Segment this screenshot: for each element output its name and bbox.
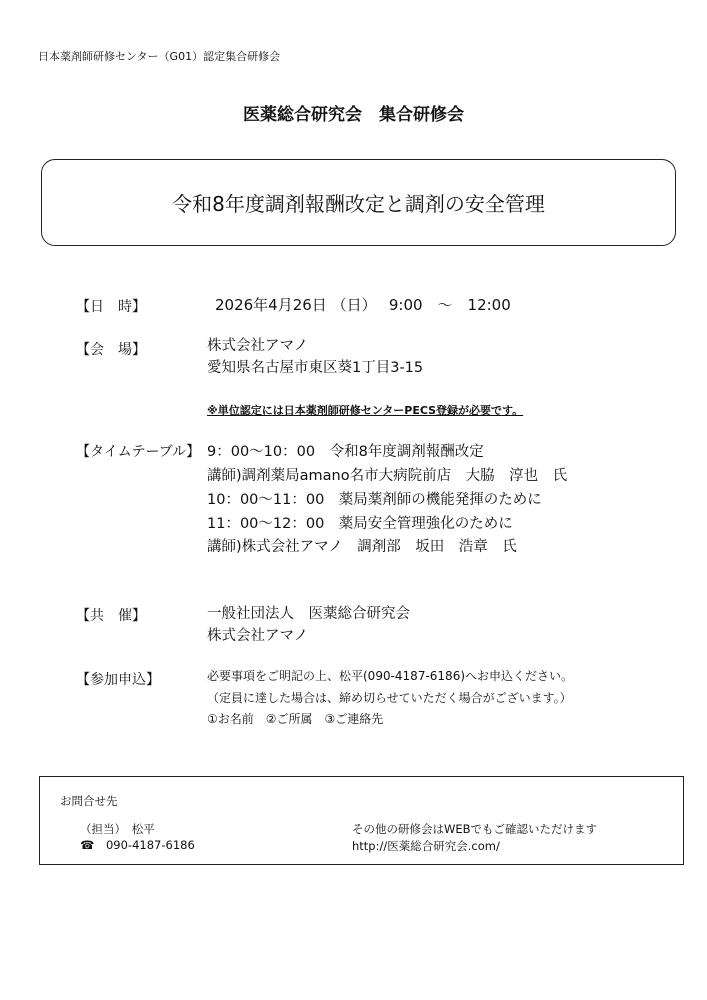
contact-heading: お問合せ先: [60, 794, 118, 808]
timetable-label: 【タイムテーブル】: [76, 444, 201, 460]
venue-name: 株式会社アマノ: [207, 338, 309, 354]
venue-label: 【会 場】: [76, 342, 146, 358]
timetable-line: 9：00～10：00 令和8年度調剤報酬改定: [207, 444, 484, 460]
sponsor-line: 株式会社アマノ: [207, 628, 309, 644]
sponsor-line: 一般社団法人 医薬総合研究会: [207, 606, 410, 622]
application-line: （定員に達した場合は、締め切らせていただく場合がございます。）: [207, 691, 572, 705]
venue-address: 愛知県名古屋市東区葵1丁目3-15: [207, 360, 424, 376]
application-line: 必要事項をご明記の上、松平(090-4187-6186)へお申込ください。: [207, 669, 574, 683]
org-title: 医薬総合研究会 集合研修会: [243, 105, 464, 125]
pecs-notice: ※単位認定には日本薬剤師研修センターPECS登録が必要です。: [207, 404, 524, 417]
timetable-line: 講師)調剤薬局amano名市大病院前店 大脇 淳也 氏: [207, 468, 568, 484]
header-note: 日本薬剤師研修センター（G01）認定集合研修会: [38, 50, 281, 63]
contact-url-link[interactable]: http://医薬総合研究会.com/: [352, 839, 500, 853]
contact-person: （担当） 松平: [80, 822, 155, 836]
datetime-label: 【日 時】: [76, 299, 146, 315]
timetable-line: 講師)株式会社アマノ 調剤部 坂田 浩章 氏: [207, 539, 517, 555]
application-line: ①お名前 ②ご所属 ③ご連絡先: [207, 712, 384, 726]
title-box: [41, 159, 676, 246]
contact-phone-row: [80, 838, 195, 852]
timetable-line: 10：00～11：00 薬局薬剤師の機能発揮のために: [207, 492, 542, 508]
contact-other-info: その他の研修会はWEBでもご確認いただけます: [352, 822, 598, 836]
contact-phone[interactable]: 090-4187-6186: [105, 838, 195, 852]
application-label: 【参加申込】: [76, 672, 160, 688]
timetable-line: 11：00～12：00 薬局安全管理強化のために: [207, 516, 513, 532]
contact-box: [39, 776, 684, 865]
seminar-title: 令和8年度調剤報酬改定と調剤の安全管理: [172, 192, 545, 216]
phone-icon: ☎: [80, 838, 95, 852]
datetime-value: 2026年4月26日 （日） 9:00 ～ 12:00: [215, 296, 511, 314]
sponsors-label: 【共 催】: [76, 608, 146, 624]
